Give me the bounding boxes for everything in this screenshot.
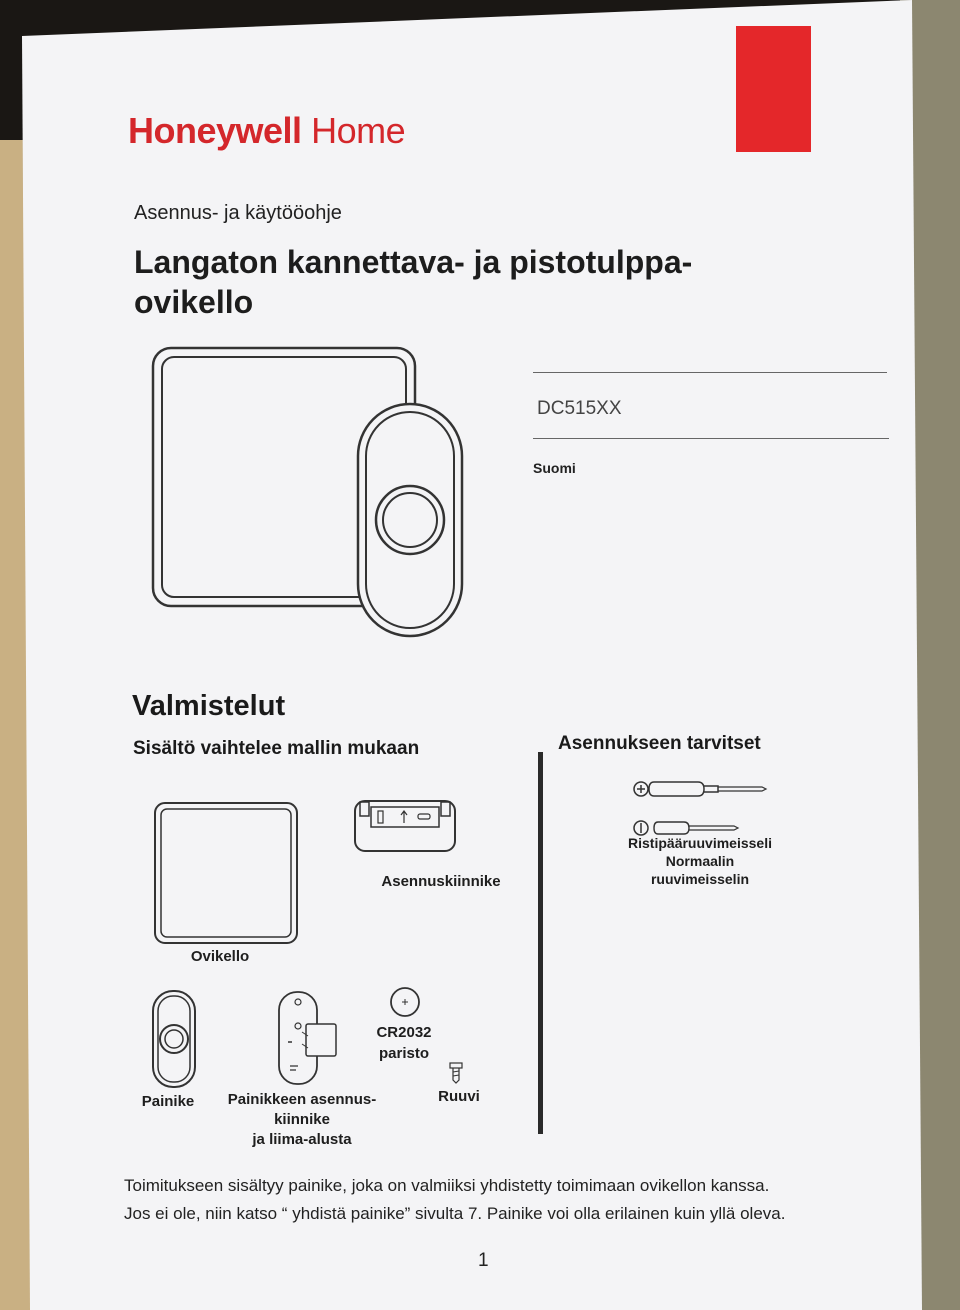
brand-name-bold: Honeywell xyxy=(128,110,302,151)
footer-line-1: Toimitukseen sisältyy painike, joka on valmiiksi yhdistetty toimimaan ovikellon kanssa. xyxy=(124,1176,770,1195)
tools-heading: Asennukseen tarvitset xyxy=(558,733,761,754)
model-top-rule xyxy=(533,372,887,373)
model-bottom-rule xyxy=(533,438,889,439)
section-title: Valmistelut xyxy=(132,690,286,722)
tool-flat-label-1: Normaalin xyxy=(665,853,735,869)
tool-flat-label-2: ruuvimeisselin xyxy=(650,871,750,887)
footer-line-2: Jos ei ole, niin katso “ yhdistä painike” sivulta 7. Painike voi olla erilainen kuin yllä oleva. xyxy=(124,1204,786,1223)
title-line-1: Langaton kannettava- ja pistotulppa- xyxy=(134,244,693,280)
tools-list-label xyxy=(600,834,800,888)
brand-red-square xyxy=(736,26,811,152)
document-subtitle: Asennus- ja käytööohje xyxy=(134,202,342,224)
footer-note xyxy=(124,1172,864,1228)
button-bracket-label-3: ja liima-alusta xyxy=(252,1131,352,1148)
battery-label-1: CR2032 xyxy=(376,1024,432,1041)
screw-icon xyxy=(448,1062,464,1084)
doorbell-label: Ovikello xyxy=(190,948,250,965)
language-label: Suomi xyxy=(533,460,576,476)
title-line-2: ovikello xyxy=(134,284,254,320)
button-bracket-label-1: Painikkeen asennus- xyxy=(227,1091,377,1108)
tool-phillips-label: Ristipääruuvimeisseli xyxy=(628,835,772,851)
document-page xyxy=(22,0,922,1310)
page-number: 1 xyxy=(478,1250,489,1271)
document-title xyxy=(134,242,774,322)
screw-label: Ruuvi xyxy=(438,1088,480,1105)
button-bracket-label xyxy=(214,1090,390,1150)
model-number: DC515XX xyxy=(537,398,622,419)
contents-heading: Sisältö vaihtelee mallin mukaan xyxy=(133,738,420,759)
battery-label-2: paristo xyxy=(378,1045,429,1062)
brand-logo xyxy=(128,110,405,152)
button-bracket-label-2: kiinnike xyxy=(274,1111,330,1128)
button-bracket-icon xyxy=(278,990,342,1086)
battery-label xyxy=(364,1022,444,1064)
battery-icon xyxy=(389,986,421,1018)
phillips-screwdriver-icon xyxy=(632,778,772,800)
doorbell-item-icon xyxy=(154,802,298,944)
column-divider xyxy=(538,752,543,1134)
button-label: Painike xyxy=(141,1093,195,1110)
mount-bracket-label: Asennuskiinnike xyxy=(381,873,501,890)
mount-bracket-icon xyxy=(354,799,456,853)
button-item-icon xyxy=(152,990,196,1088)
brand-name-light: Home xyxy=(311,110,406,151)
doorbell-product-illustration xyxy=(150,346,470,636)
